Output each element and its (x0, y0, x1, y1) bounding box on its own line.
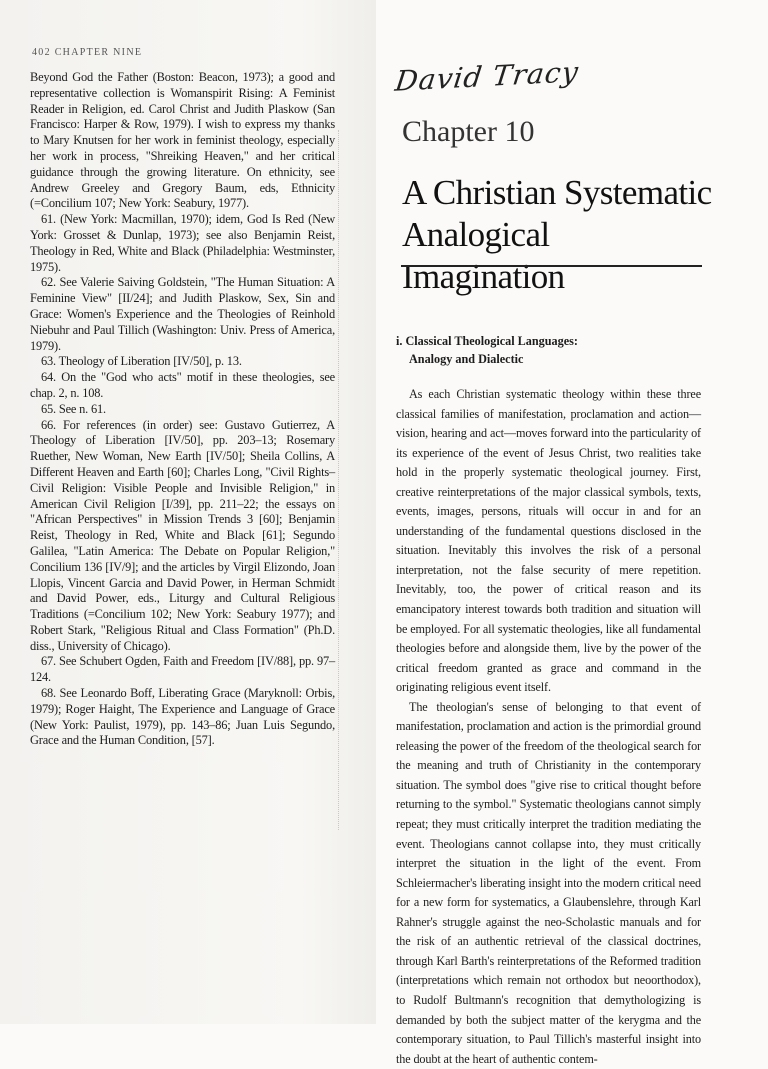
note-63: 63. Theology of Liberation [IV/50], p. 13. (41, 354, 242, 369)
note-continuation: Beyond God the Father (Boston: Beacon, 1973); a good and representative collection is Womanspirit Rising: A Feminist Reader in Religion, ed. Carol Christ and Judith Plaskow (San Francisco: Harper & Row, 1979). I wish to express my thanks to Mary Knutsen for her work in feminist theology, especially her work in process, "Shreiking Heaven," and her critical guidance through the growing literature. On ethnicity, see Andrew Greeley and Gregory Baum, eds, Ethnicity (=Concilium 107; New York: Seabury, 1977). (30, 70, 335, 211)
chapter-title-line-1: A Christian Systematic (402, 173, 712, 212)
paragraph-1: As each Christian systematic theology within these three classical families of manifestation, proclamation and action—vision, hearing and act—moves forward into the particularity of its experience of the event of Jesus Christ, two realities take hold in the properly systematic theological journey. First, creative reinterpretations of the major classical symbols, texts, events, images, persons, rituals will occur in and for an understanding of the fundamental questions disclosed in the situation. Inevitably this involves the risk of a personal interpretation, not the false security of mere repetition. Inevitably, too, the power of critical reason and its emancipatory interest towards both tradition and situation will be employed. For all systematic theologies, like all fundamental theologies before and alongside them, live by the power of the critical freedom granted as grace and command in the originating religious event itself. (396, 387, 701, 695)
title-rule (401, 265, 702, 267)
note-67: 67. See Schubert Ogden, Faith and Freedom [IV/88], pp. 97–124. (30, 654, 335, 685)
note-61: 61. (New York: Macmillan, 1970); idem, God Is Red (New York: Grosset & Dunlap, 1973); see also Benjamin Reist, Theology in Red, White and Black (Philadelphia: Westminster, 1975). (30, 212, 335, 274)
section-heading-line-2: Analogy and Dialectic (409, 352, 524, 366)
running-header: 402 CHAPTER NINE (32, 47, 143, 58)
note-68: 68. See Leonardo Boff, Liberating Grace (Maryknoll: Orbis, 1979); Roger Haight, The Experience and Language of Grace (New York: Paulist, 1979), pp. 143–86; Juan Luis Segundo, Grace and the Human Condition, [57]. (30, 686, 335, 748)
left-page-notes (30, 70, 335, 749)
note-65: 65. See n. 61. (41, 401, 106, 416)
chapter-title (402, 172, 712, 298)
page-gutter (338, 130, 343, 830)
chapter-title-line-2: Analogical Imagination (402, 215, 565, 296)
note-64: 64. On the "God who acts" motif in these theologies, see chap. 2, n. 108. (30, 370, 335, 400)
section-heading (396, 332, 701, 368)
handwritten-signature: David Tracy (393, 55, 581, 98)
note-66: 66. For references (in order) see: Gustavo Gutierrez, A Theology of Liberation [IV/50], pp. 203–13; Rosemary Ruether, New Woman, New Earth [IV/50]; Sheila Collins, A Different Heaven and Earth [60]; Charles Long, "Civil Rights–Civil Religion: Visible People and Invisible Religion," in American Civil Religion [I/39], pp. 211–22; the essays on "African Perspectives" in Mission Trends 3 [60]; Benjamin Reist, Theology in Red, White and Black [61]; Segundo Galilea, "Latin America: The Debate on Popular Religion," Concilium 136 [IV/9]; and the articles by Virgil Elizondo, Joan Llopis, Vincent Garcia and David Power, in Herman Schmidt and David Power, eds., Liturgy and Cultural Religious Traditions (=Concilium 102; New York: Seabury 1977); and Robert Stark, "Religious Ritual and Class Formation" (Ph.D. diss., University of Chicago). (30, 417, 335, 653)
body-text (396, 385, 701, 1069)
chapter-label: Chapter 10 (402, 115, 535, 148)
section-heading-line-1: i. Classical Theological Languages: (396, 334, 578, 348)
note-62: 62. See Valerie Saiving Goldstein, "The Human Situation: A Feminine View" [II/24]; and Judith Plaskow, Sex, Sin and Grace: Women's Experience and the Theologies of Reinhold Niebuhr and Paul Tillich (Washington: Univ. Press of America, 1979). (30, 275, 335, 353)
paragraph-2: The theologian's sense of belonging to that event of manifestation, proclamation and action is the primordial ground releasing the power of the freedom of the theological search for the meaning and truth of Christianity in the contemporary situation. The symbol does "give rise to critical thought before returning to the symbol." Systematic theologians cannot simply repeat; they must critically interpret the tradition mediating the event. Theologians cannot collapse into, they must critically interpret the situation in the light of the event. From Schleiermacher's liberating insight into the modern critical need for a new form for systematics, a Glaubenslehre, through Karl Rahner's struggle against the neo-Scholastic manuals and for the risk of an authentic retrieval of the classical doctrines, through Karl Barth's reinterpretations of the Reformed tradition (interpretations which remain not orthodox but neoorthodox), to Rudolf Bultmann's recognition that demythologizing is demanded by both the subject matter of the kerygma and the contemporary situation, to Paul Tillich's masterful insight into the doubt at the heart of authentic contem- (396, 699, 701, 1066)
